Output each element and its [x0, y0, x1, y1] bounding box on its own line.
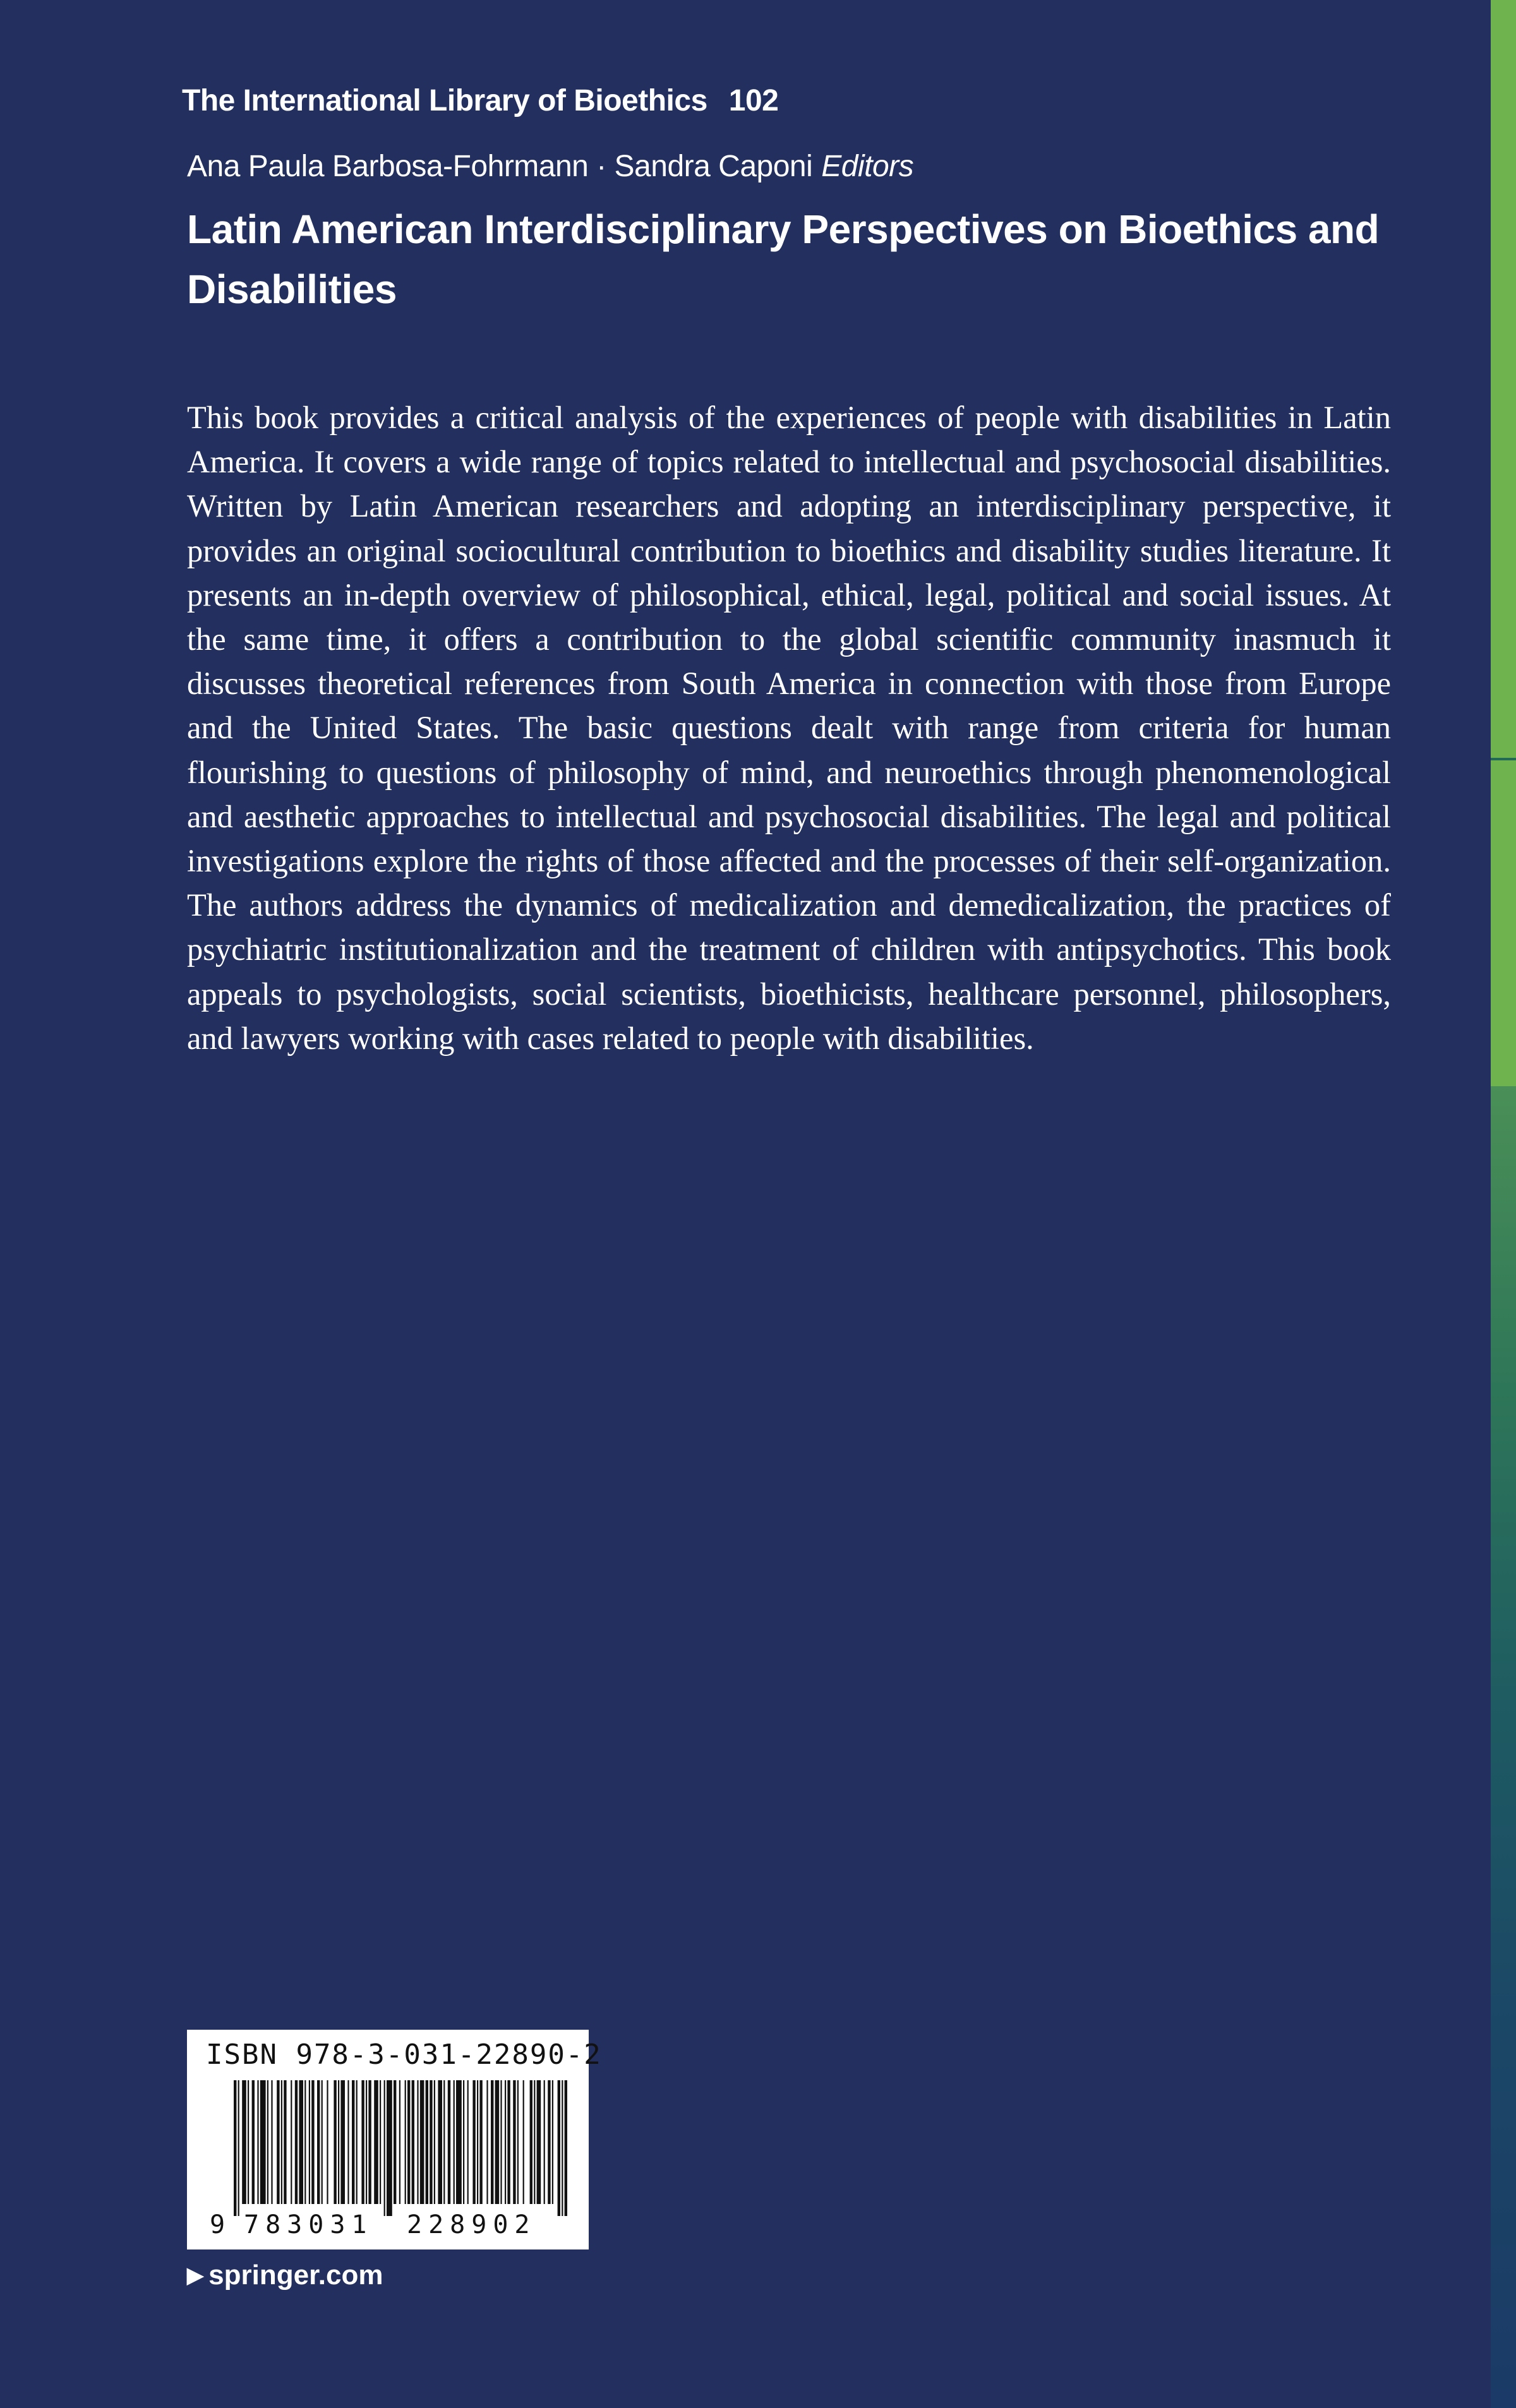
series-line	[182, 83, 778, 118]
barcode-bar	[374, 2080, 378, 2204]
barcode-bar	[380, 2080, 381, 2204]
barcode-bar	[334, 2080, 336, 2204]
barcode-bar	[534, 2080, 535, 2204]
barcode-bar	[544, 2080, 545, 2204]
barcode-bar	[394, 2080, 396, 2204]
barcode-bar	[491, 2080, 493, 2204]
barcode-bar	[257, 2080, 258, 2204]
editor-names: Ana Paula Barbosa-Fohrmann · Sandra Caponi	[187, 150, 813, 183]
barcode-bar	[456, 2080, 462, 2204]
barcode-bar	[322, 2080, 323, 2204]
barcode-bar	[530, 2080, 532, 2204]
barcode-bar	[248, 2080, 249, 2204]
barcode-bars	[234, 2080, 567, 2216]
barcode-bar	[417, 2080, 418, 2204]
barcode-bar	[317, 2080, 320, 2204]
barcode-bar	[552, 2080, 553, 2204]
barcode-bar	[407, 2080, 410, 2204]
spine-color-strip	[1491, 0, 1516, 2408]
barcode-bar	[454, 2080, 455, 2204]
barcode-bar	[299, 2080, 303, 2204]
barcode-bar	[438, 2080, 442, 2204]
barcode-bar	[426, 2080, 428, 2204]
barcode-bar	[430, 2080, 432, 2204]
barcode-bar	[558, 2080, 560, 2216]
barcode-bar	[565, 2080, 567, 2216]
barcode-bar	[486, 2080, 488, 2204]
barcode-bar	[356, 2080, 358, 2204]
series-volume: 102	[728, 84, 779, 117]
editors-role: Editors	[821, 150, 914, 183]
series-name: The International Library of Bioethics	[182, 84, 707, 117]
barcode-bar	[405, 2080, 406, 2204]
springer-link[interactable]	[187, 2260, 383, 2291]
barcode-bar	[434, 2080, 435, 2204]
barcode-bar	[477, 2080, 478, 2204]
barcode-bar	[295, 2080, 298, 2204]
barcode-bar	[562, 2080, 563, 2216]
barcode-bar	[537, 2080, 541, 2204]
barcode-bar	[495, 2080, 500, 2204]
barcode-bar	[479, 2080, 482, 2204]
barcode-bar	[361, 2080, 364, 2204]
barcode-bar	[467, 2080, 469, 2204]
barcode-bar	[412, 2080, 414, 2204]
barcode-bar	[267, 2080, 268, 2204]
barcode-bar	[352, 2080, 354, 2204]
barcode-bar	[387, 2080, 392, 2216]
barcode-bar	[238, 2080, 239, 2216]
barcode-bar	[291, 2080, 292, 2204]
barcode-digit-lead: 9	[210, 2210, 226, 2238]
barcode-bar	[234, 2080, 236, 2216]
barcode-bar	[548, 2080, 550, 2204]
play-arrow-icon: ▶	[187, 2263, 204, 2287]
barcode-bar	[277, 2080, 279, 2204]
barcode-bar	[472, 2080, 475, 2204]
barcode-bar	[304, 2080, 306, 2204]
barcode-bar	[309, 2080, 310, 2204]
barcode-bar	[523, 2080, 524, 2204]
editors-line	[187, 149, 913, 184]
barcode-bar	[399, 2080, 400, 2204]
book-title: Latin American Interdisciplinary Perspectives on Bioethics and Disabilities	[187, 207, 1380, 312]
barcode-bar	[338, 2080, 339, 2204]
barcode-bar	[347, 2080, 349, 2204]
barcode-bar	[271, 2080, 272, 2204]
isbn-label: ISBN 978-3-031-22890-2	[206, 2039, 602, 2071]
barcode-bar	[517, 2080, 519, 2204]
barcode-bar	[281, 2080, 282, 2204]
barcode-bar	[513, 2080, 515, 2204]
barcode-bar	[500, 2080, 502, 2204]
barcode-bar	[327, 2080, 328, 2204]
book-description: This book provides a critical analysis of the experiences of people with disabilities in Latin America. It covers a wide range of topics related to intellectual and psychosocial disabilities. Written by Latin American researchers and adopting an interdisciplinary perspective, it provides an original sociocultural contribution to bioethics and disability studies literature. It presents an in-depth overview of philosophical, ethical, legal, political and social issues. At the same time, it offers a contribution to the global scientific community inasmuch it discusses theoretical references from South America in connection with those from Europe and the United States. The basic questions dealt with range from criteria for human flourishing to questions of philosophy of mind, and neuroethics through phenomenological and aesthetic approaches to intellectual and psychosocial disabilities. The legal and political investigations explore the rights of those affected and the processes of their self-organization. The authors address the dynamics of medicalization and demedicalization, the practices of psychiatric institutionalization and the treatment of children with antipsychotics. This book appeals to psychologists, social scientists, bioethicists, healthcare personnel, philosophers, and lawyers working with cases related to people with disabilities.	[187, 400, 1391, 1056]
barcode-bar	[507, 2080, 510, 2204]
barcode-bar	[384, 2080, 385, 2216]
barcode-bar	[252, 2080, 255, 2204]
barcode-bar	[420, 2080, 424, 2204]
barcode-bar	[366, 2080, 367, 2204]
barcode-bar	[443, 2080, 445, 2204]
barcode-bar	[260, 2080, 266, 2204]
barcode-digits-right: 228902	[407, 2210, 536, 2238]
barcode-bar	[448, 2080, 450, 2204]
barcode-bar	[311, 2080, 314, 2204]
barcode-bar	[284, 2080, 286, 2204]
barcode-bar	[463, 2080, 464, 2204]
barcode-bar	[505, 2080, 506, 2204]
isbn-barcode-box	[187, 2030, 602, 2249]
springer-link-text[interactable]: springer.com	[208, 2260, 383, 2291]
barcode-digits-left: 783031	[244, 2210, 373, 2238]
barcode-bar	[368, 2080, 371, 2204]
barcode	[206, 2080, 570, 2238]
barcode-bar	[340, 2080, 345, 2204]
barcode-bar	[242, 2080, 246, 2204]
